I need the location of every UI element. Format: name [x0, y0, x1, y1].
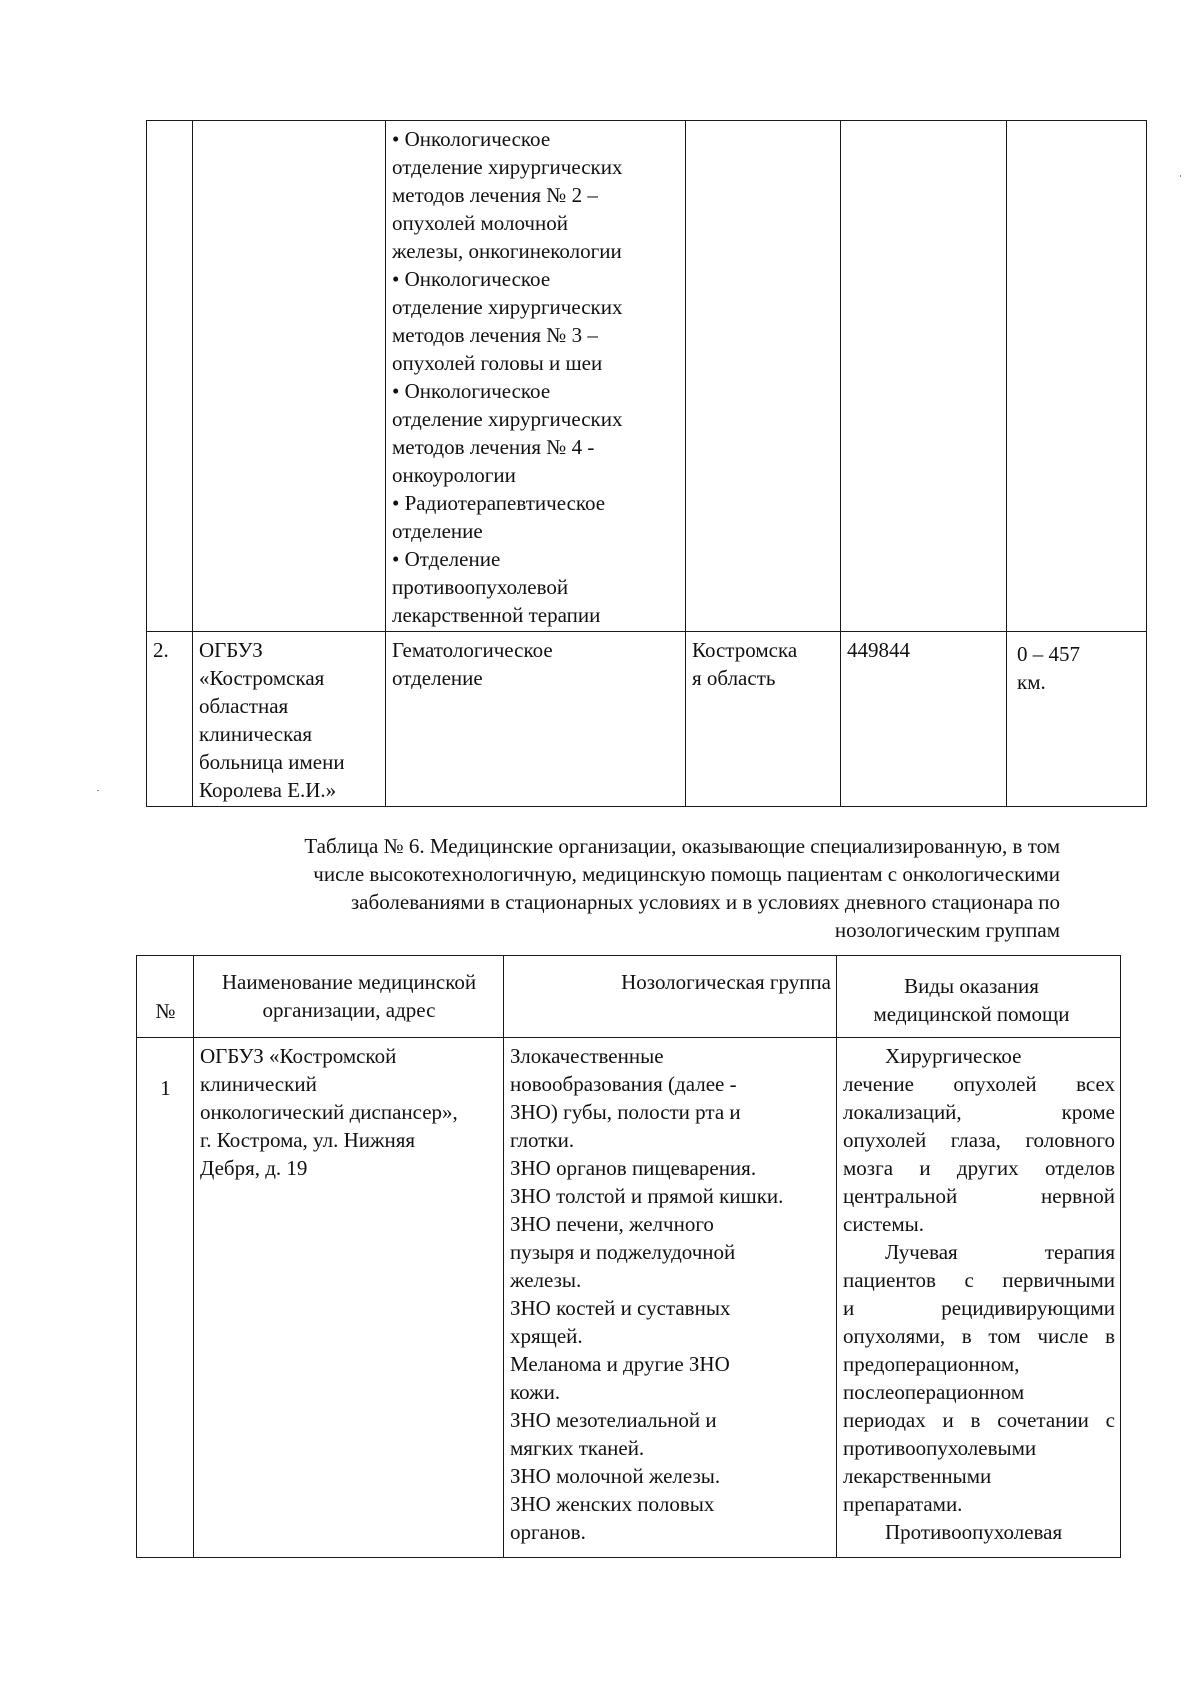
- row-number-cell: [147, 121, 193, 632]
- nosology-list: [510, 1042, 831, 1546]
- text-line: железы.: [510, 1268, 582, 1292]
- text-line: методов лечения № 4 -: [392, 435, 595, 459]
- text-line: ОГБУЗ «Костромской: [200, 1044, 397, 1068]
- table-caption: [170, 832, 1060, 944]
- text-line: пациентов с первичными: [843, 1268, 1115, 1292]
- region-cell: [686, 632, 841, 807]
- text-line: противоопухолевой: [392, 575, 569, 599]
- text-line: заболеваниями в стационарных условиях и в условиях дневного стационара по: [350, 890, 1060, 914]
- row-number-cell: [137, 1038, 194, 1558]
- text-line: Хирургическое: [885, 1044, 1022, 1068]
- text-line: ЗНО женских половых: [510, 1492, 715, 1516]
- text-line: 0 – 457: [1017, 642, 1080, 666]
- region-name: [692, 636, 835, 692]
- population-cell: [841, 121, 1007, 632]
- text-line: ЗНО печени, желчного: [510, 1212, 714, 1236]
- text-line: Таблица № 6. Медицинские организации, оказывающие специализированную, в том: [304, 834, 1060, 858]
- organization-cell: [193, 632, 386, 807]
- text-line: ОГБУЗ: [199, 638, 263, 662]
- text-line: отделение: [392, 519, 483, 543]
- table-row: [137, 1038, 1121, 1558]
- text-line: числе высокотехнологичную, медицинскую помощь пациентам с онкологическими: [313, 862, 1060, 886]
- text-line: • Отделение: [392, 547, 501, 571]
- text-line: нозологическим группам: [834, 918, 1060, 942]
- text-line: ЗНО органов пищеварения.: [510, 1156, 757, 1180]
- text-line: методов лечения № 3 –: [392, 323, 598, 347]
- text-line: отделение хирургических: [392, 407, 623, 431]
- care-types-cell: [837, 1038, 1121, 1558]
- header-organization: [194, 956, 504, 1038]
- text-line: органов.: [510, 1520, 586, 1544]
- population-value: 449844: [847, 638, 910, 662]
- text-line: больница имени: [199, 750, 345, 774]
- departments-cell: [386, 121, 686, 632]
- text-line: областная: [199, 694, 289, 718]
- text-line: мягких тканей.: [510, 1436, 645, 1460]
- text-line: препаратами.: [843, 1492, 963, 1516]
- row-number: 1: [160, 1076, 171, 1100]
- department-name: [392, 636, 680, 692]
- text-line: послеоперационном: [843, 1380, 1025, 1404]
- text-line: опухолями, в том числе в: [843, 1324, 1115, 1348]
- text-line: • Онкологическое: [392, 127, 551, 151]
- text-line: методов лечения № 2 –: [392, 183, 598, 207]
- header-number: [137, 956, 194, 1038]
- text-line: • Онкологическое: [392, 267, 551, 291]
- text-line: отделение: [392, 666, 483, 690]
- organization-address: [200, 1042, 498, 1182]
- text-line: железы, онкогинекологии: [392, 239, 622, 263]
- nosology-table: [136, 955, 1121, 1558]
- text-line: ЗНО мезотелиальной и: [510, 1408, 717, 1432]
- text-line: противоопухолевыми: [843, 1436, 1037, 1460]
- text-line: лекарственной терапии: [392, 603, 601, 627]
- text-line: ЗНО) губы, полости рта и: [510, 1100, 741, 1124]
- text-line: «Костромская: [199, 666, 325, 690]
- text-line: предоперационном,: [843, 1352, 1020, 1376]
- departments-cell: [386, 632, 686, 807]
- text-line: новообразования (далее -: [510, 1072, 737, 1096]
- text-line: лечение опухолей всех: [843, 1072, 1115, 1096]
- text-line: и рецидивирующими: [843, 1296, 1115, 1320]
- text-line: я область: [692, 666, 776, 690]
- text-line: Гематологическое: [392, 638, 553, 662]
- region-cell: [686, 121, 841, 632]
- text-line: организации, адрес: [262, 998, 436, 1022]
- text-line: опухолей молочной: [392, 211, 568, 235]
- text-line: мозга и других отделов: [843, 1156, 1115, 1180]
- text-line: системы.: [843, 1212, 925, 1236]
- text-line: опухолей глаза, головного: [843, 1128, 1115, 1152]
- text-line: онкологический диспансер»,: [200, 1100, 458, 1124]
- nosology-cell: [504, 1038, 837, 1558]
- text-line: локализаций, кроме: [843, 1100, 1115, 1124]
- text-line: Лучевая терапия: [885, 1240, 1115, 1264]
- care-types-text: [843, 1042, 1115, 1546]
- table-header-row: [137, 956, 1121, 1038]
- population-cell: [841, 632, 1007, 807]
- text-line: ЗНО молочной железы.: [510, 1464, 721, 1488]
- text-line: отделение хирургических: [392, 295, 623, 319]
- text-line: Противоопухолевая: [885, 1520, 1063, 1544]
- text-line: лекарственными: [843, 1464, 992, 1488]
- text-line: ЗНО костей и суставных: [510, 1296, 731, 1320]
- organization-cell: [193, 121, 386, 632]
- text-line: Наименование медицинской: [221, 970, 477, 994]
- text-line: периодах и в сочетании с: [843, 1408, 1115, 1432]
- header-number-label: №: [155, 998, 176, 1023]
- scan-speck: [97, 790, 99, 791]
- header-care-types: [837, 956, 1121, 1038]
- text-line: км.: [1017, 670, 1046, 694]
- table-row: [147, 632, 1147, 807]
- text-line: Злокачественные: [510, 1044, 664, 1068]
- header-nosology-label: Нозологическая группа: [621, 970, 831, 994]
- header-organization-label: [200, 968, 498, 1024]
- text-line: медицинской помощи: [873, 1002, 1070, 1026]
- header-care-types-label: [843, 972, 1100, 1028]
- text-line: кожи.: [510, 1380, 561, 1404]
- row-number: 2.: [153, 638, 169, 662]
- scan-speck: [1180, 175, 1181, 177]
- text-line: Дебря, д. 19: [200, 1156, 308, 1180]
- text-line: • Радиотерапевтическое: [392, 491, 606, 515]
- text-line: хрящей.: [510, 1324, 583, 1348]
- text-line: г. Кострома, ул. Нижняя: [200, 1128, 416, 1152]
- text-line: центральной нервной: [843, 1184, 1115, 1208]
- table-row: [147, 121, 1147, 632]
- organization-name: [199, 636, 380, 804]
- text-line: • Онкологическое: [392, 379, 551, 403]
- text-line: Меланома и другие ЗНО: [510, 1352, 730, 1376]
- text-line: Костромска: [692, 638, 798, 662]
- header-nosology: [504, 956, 837, 1038]
- text-line: глотки.: [510, 1128, 575, 1152]
- text-line: ЗНО толстой и прямой кишки.: [510, 1184, 784, 1208]
- text-line: клинический: [200, 1072, 317, 1096]
- text-line: опухолей головы и шеи: [392, 351, 603, 375]
- text-line: клиническая: [199, 722, 312, 746]
- organization-cell: [194, 1038, 504, 1558]
- text-line: отделение хирургических: [392, 155, 623, 179]
- distance-value: [1017, 640, 1141, 696]
- distance-cell: [1007, 632, 1147, 807]
- row-number-cell: [147, 632, 193, 807]
- text-line: пузыря и поджелудочной: [510, 1240, 736, 1264]
- distance-cell: [1007, 121, 1147, 632]
- text-line: Виды оказания: [904, 974, 1039, 998]
- text-line: онкоурологии: [392, 463, 516, 487]
- text-line: Королева Е.И.»: [199, 778, 337, 802]
- organizations-table-continued: [146, 120, 1147, 807]
- departments-list: [392, 125, 680, 629]
